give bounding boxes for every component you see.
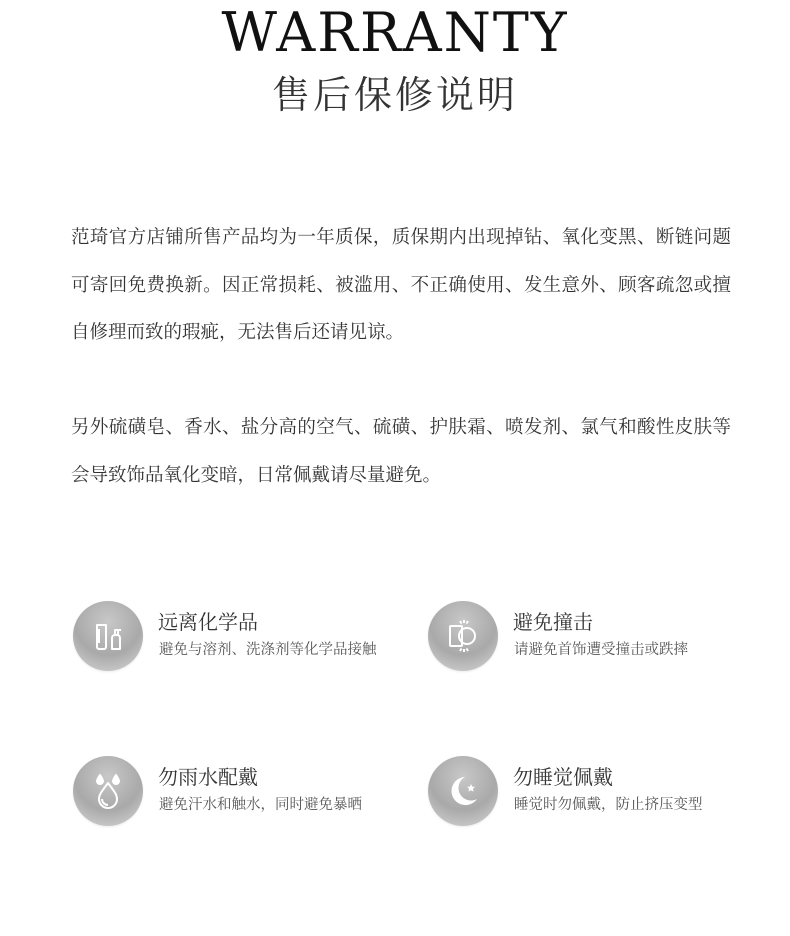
feature-no-sleep-wear: [428, 756, 768, 828]
feature-title: 勿睡觉佩戴: [513, 765, 613, 789]
care-paragraph: 另外硫磺皂、香水、盐分高的空气、硫磺、护肤霜、喷发剂、氯气和酸性皮肤等会导致饰品氧化变暗，日常佩戴请尽量避免。: [71, 417, 731, 486]
page-title-en: WARRANTY: [221, 1, 569, 64]
feature-title: 远离化学品: [158, 610, 258, 634]
water-drops-icon: [73, 756, 143, 826]
moon-star-icon: [428, 756, 498, 826]
chemical-bottles-icon: [73, 601, 143, 671]
warranty-paragraph: 范琦官方店铺所售产品均为一年质保，质保期内出现掉钻、氧化变黑、断链问题可寄回免费换新。因正常损耗、被滥用、不正确使用、发生意外、顾客疏忽或擅自修理而致的瑕疵，无法售后还请见谅。: [71, 227, 731, 343]
feature-title: 勿雨水配戴: [158, 765, 258, 789]
feature-description: 避免汗水和触水，同时避免暴晒: [159, 797, 362, 813]
feature-description: 避免与溶剂、洗涤剂等化学品接触: [159, 642, 377, 658]
feature-description: 请避免首饰遭受撞击或跌摔: [514, 642, 688, 658]
feature-no-rain: [73, 756, 413, 828]
feature-avoid-chemicals: [73, 601, 413, 673]
impact-icon: [428, 601, 498, 671]
feature-description: 睡觉时勿佩戴，防止挤压变型: [514, 797, 703, 813]
feature-title: 避免撞击: [513, 610, 593, 634]
page-title-cn: 售后保修说明: [271, 73, 518, 117]
feature-avoid-impact: [428, 601, 768, 673]
